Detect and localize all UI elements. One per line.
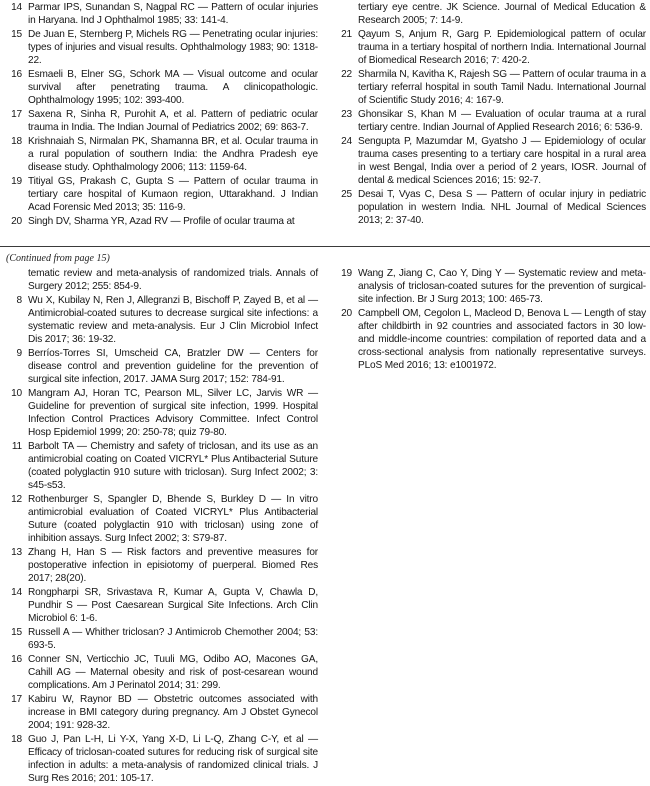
reference-entry xyxy=(334,68,646,107)
reference-number: 24 xyxy=(341,136,352,147)
reference-text: Kabiru W, Raynor BD — Obstetric outcomes associated with increase in BMI category during pregnancy. Am J Obstet Gynecol 2004; 191: 928-32. xyxy=(28,694,318,731)
reference-number: 16 xyxy=(11,69,22,80)
reference-number: 10 xyxy=(11,388,22,399)
reference-number: 20 xyxy=(341,308,352,319)
reference-number: 15 xyxy=(11,29,22,40)
reference-text: De Juan E, Sternberg P, Michels RG — Penetrating ocular injuries: types of injuries and visual results. Ophthalmology 1983; 90: 1318-22. xyxy=(28,29,318,66)
reference-number: 21 xyxy=(341,29,352,40)
reference-number: 11 xyxy=(11,441,22,452)
reference-entry xyxy=(4,347,318,386)
continued-from-label: (Continued from page 15) xyxy=(6,253,110,264)
reference-number: 17 xyxy=(11,109,22,120)
reference-entry xyxy=(4,68,318,107)
reference-number: 12 xyxy=(11,494,22,505)
reference-entry xyxy=(4,175,318,214)
top-left-reference-column xyxy=(4,1,318,229)
reference-text: Titiyal GS, Prakash C, Gupta S — Pattern of ocular trauma in tertiary care hospital of Kumaon region, Uttarakhand. J Indian Acad Forensic Med 2013; 35: 116-9. xyxy=(28,176,318,213)
reference-number: 13 xyxy=(11,547,22,558)
reference-number: 18 xyxy=(11,734,22,745)
reference-text: Sharmila N, Kavitha K, Rajesh SG — Pattern of ocular trauma in a tertiary referral hospital in south Tamil Nadu. International Journal of Scientific Study 2016; 4: 167-9. xyxy=(358,69,646,106)
reference-text: Russell A — Whither triclosan? J Antimicrob Chemother 2004; 53: 693-5. xyxy=(28,627,318,651)
reference-entry xyxy=(4,493,318,545)
reference-text: Parmar IPS, Sunandan S, Nagpal RC — Pattern of ocular injuries in Haryana. Ind J Ophthalmol 1985; 33: 141-4. xyxy=(28,2,318,26)
reference-text: Esmaeli B, Elner SG, Schork MA — Visual outcome and ocular survival after penetrating trauma. A clinicopathologic. Ophthalmology 1995; 102: 393-400. xyxy=(28,69,318,106)
reference-text: Conner SN, Verticchio JC, Tuuli MG, Odibo AO, Macones GA, Cahill AG — Maternal obesity and risk of post-cesarean wound complications. Am J Perinatol 2014; 31: 299. xyxy=(28,654,318,691)
reference-text: Krishnaiah S, Nirmalan PK, Shamanna BR, et al. Ocular trauma in a rural population of southern India: the Andhra Pradesh eye disease study. Ophthalmology 2006; 113: 1159-64. xyxy=(28,136,318,173)
reference-text: Zhang H, Han S — Risk factors and preventive measures for postoperative infection in episiotomy of puerperal. Biomed Res 2017; 28(20). xyxy=(28,547,318,584)
reference-entry xyxy=(4,267,318,293)
reference-entry xyxy=(4,546,318,585)
reference-number: 16 xyxy=(11,654,22,665)
reference-text: tematic review and meta-analysis of randomized trials. Annals of Surgery 2012; 255: 854-9. xyxy=(28,268,318,292)
reference-number: 14 xyxy=(11,587,22,598)
reference-number: 14 xyxy=(11,2,22,13)
reference-entry xyxy=(4,387,318,439)
reference-number: 18 xyxy=(11,136,22,147)
reference-text: Qayum S, Anjum R, Garg P. Epidemiological pattern of ocular trauma in a tertiary hospital of northern India. International Journal of Biomedical Research 2016; 7: 420-2. xyxy=(358,29,646,66)
reference-number: 17 xyxy=(11,694,22,705)
bottom-left-reference-column xyxy=(4,267,318,786)
reference-text: Berríos-Torres SI, Umscheid CA, Bratzler DW — Centers for disease control and prevention guideline for the prevention of surgical site infection, 2017. JAMA Surg 2017; 152: 784-91. xyxy=(28,348,318,385)
reference-number: 9 xyxy=(16,348,22,359)
reference-entry xyxy=(4,215,318,228)
reference-number: 19 xyxy=(341,268,352,279)
top-right-reference-column xyxy=(334,1,646,228)
reference-number: 25 xyxy=(341,189,352,200)
reference-text: Campbell OM, Cegolon L, Macleod D, Benova L — Length of stay after childbirth in 92 countries and associated factors in 30 low-and middle-income countries: compilation of reported data and a cross-sectional analysis from nationally representative surveys. PLoS Med 2016; 13: e1001972. xyxy=(358,308,646,371)
reference-number: 20 xyxy=(11,216,22,227)
reference-entry xyxy=(4,28,318,67)
reference-entry xyxy=(4,733,318,785)
reference-entry xyxy=(334,267,646,306)
reference-text: Wang Z, Jiang C, Cao Y, Ding Y — Systematic review and meta-analysis of triclosan-coated sutures for the prevention of surgical-site infection. Br J Surg 2013; 100: 465-73. xyxy=(358,268,646,305)
reference-number: 19 xyxy=(11,176,22,187)
reference-text: Ghonsikar S, Khan M — Evaluation of ocular trauma at a rural tertiary centre. Indian Journal of Applied Research 2016; 6: 536-9. xyxy=(358,109,646,133)
reference-number: 23 xyxy=(341,109,352,120)
reference-entry xyxy=(334,188,646,227)
section-divider xyxy=(0,246,650,247)
reference-entry xyxy=(4,294,318,346)
reference-entry xyxy=(334,135,646,187)
reference-entry xyxy=(4,626,318,652)
reference-number: 15 xyxy=(11,627,22,638)
reference-text: Guo J, Pan L-H, Li Y-X, Yang X-D, Li L-Q, Zhang C-Y, et al — Efficacy of triclosan-coated sutures for reducing risk of surgical site infection in adults: a meta-analysis of randomized clinical trials. J Surg Res 2016; 201: 105-17. xyxy=(28,734,318,784)
reference-entry xyxy=(4,440,318,492)
reference-entry xyxy=(4,693,318,732)
reference-text: Sengupta P, Mazumdar M, Gyatsho J — Epidemiology of ocular trauma cases presenting to a tertiary care hospital in a rural area in west Bengal, India over a period of 2 years, IOSR. Journal of dental & medical Sciences 2016; 15: 92-7. xyxy=(358,136,646,186)
bottom-right-reference-column xyxy=(334,267,646,373)
reference-text: Saxena R, Sinha R, Purohit A, et al. Pattern of pediatric ocular trauma in India. The Indian Journal of Pediatrics 2002; 69: 863-7. xyxy=(28,109,318,133)
reference-text: Mangram AJ, Horan TC, Pearson ML, Silver LC, Jarvis WR — Guideline for prevention of surgical site infection, 1999. Hospital Infection Control Practices Advisory Committee. Infect Control Hosp Epidemiol 1999; 20: 250-78; quiz 79-80. xyxy=(28,388,318,438)
reference-text: Rongpharpi SR, Srivastava R, Kumar A, Gupta V, Chawla D, Pundhir S — Post Caesarean Surgical Site Infections. Arch Clin Microbiol 6: 1-6. xyxy=(28,587,318,624)
reference-number: 22 xyxy=(341,69,352,80)
reference-entry xyxy=(334,307,646,372)
reference-text: Rothenburger S, Spangler D, Bhende S, Burkley D — In vitro antimicrobial evaluation of Coated VICRYL* Plus Antibacterial Suture (coated polyglactin 910 with triclosan) using zone of inhibition assays. Surg Infect 2002; 3: S79-87. xyxy=(28,494,318,544)
reference-entry xyxy=(334,1,646,27)
reference-number: 8 xyxy=(16,295,22,306)
reference-entry xyxy=(4,108,318,134)
reference-entry xyxy=(4,586,318,625)
reference-text: Barbolt TA — Chemistry and safety of triclosan, and its use as an antimicrobial coating on Coated VICRYL* Plus Antibacterial Suture (coated polyglactin 910 suture with triclosan). Surg Infect 2002; 3: s45-s53. xyxy=(28,441,318,491)
reference-entry xyxy=(4,1,318,27)
reference-entry xyxy=(4,135,318,174)
reference-entry xyxy=(334,28,646,67)
reference-text: Singh DV, Sharma YR, Azad RV — Profile of ocular trauma at xyxy=(28,216,295,227)
reference-text: Wu X, Kubilay N, Ren J, Allegranzi B, Bischoff P, Zayed B, et al — Antimicrobial-coated sutures to decrease surgical site infections: a systematic review and meta-analysis. Eur J Clin Microbiol Infect Dis 2017; 36: 19-32. xyxy=(28,295,318,345)
reference-text: tertiary eye centre. JK Science. Journal of Medical Education & Research 2005; 7: 14-9. xyxy=(358,2,646,26)
reference-entry xyxy=(334,108,646,134)
reference-entry xyxy=(4,653,318,692)
reference-text: Desai T, Vyas C, Desa S — Pattern of ocular injury in pediatric population in western India. NHL Journal of Medical Sciences 2013; 2: 37-40. xyxy=(358,189,646,226)
